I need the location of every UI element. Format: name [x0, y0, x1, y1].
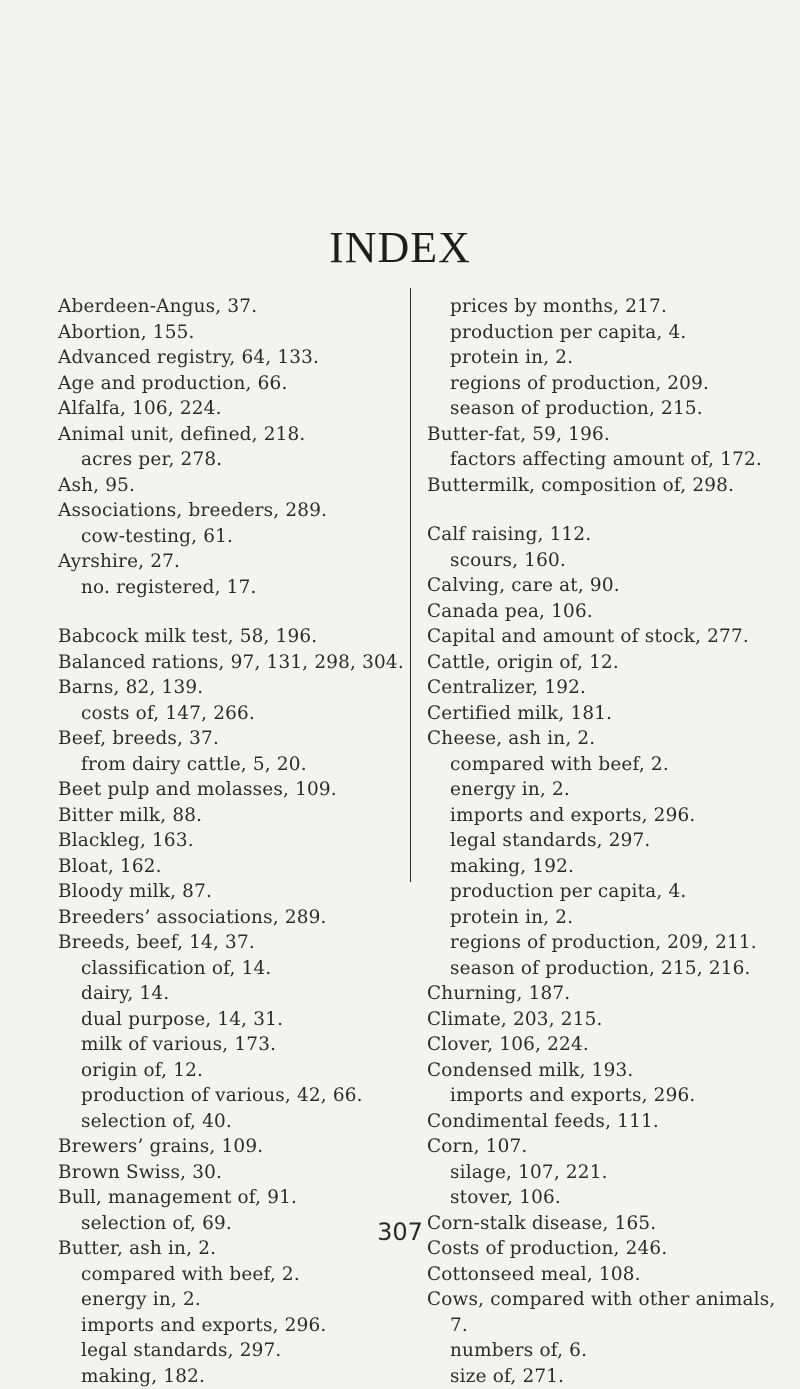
index-subentry: 7.	[427, 1313, 797, 1339]
index-subentry: acres per, 278.	[58, 447, 408, 473]
index-subentry: factors affecting amount of, 172.	[427, 447, 797, 473]
index-entry: Corn, 107.	[427, 1134, 797, 1160]
index-subentry: production of various, 42, 66.	[58, 1083, 408, 1109]
index-entry: Condimental feeds, 111.	[427, 1109, 797, 1135]
index-entry: Butter-fat, 59, 196.	[427, 422, 797, 448]
index-entry: Corn-stalk disease, 165.	[427, 1211, 797, 1237]
index-subentry: scours, 160.	[427, 548, 797, 574]
index-entry: Climate, 203, 215.	[427, 1007, 797, 1033]
index-heading: INDEX	[0, 222, 800, 273]
index-subentry: regions of production, 209.	[427, 371, 797, 397]
index-subentry: making, 192.	[427, 854, 797, 880]
index-entry: Clover, 106, 224.	[427, 1032, 797, 1058]
index-entry: Aberdeen-Angus, 37.	[58, 294, 408, 320]
index-subentry: selection of, 69.	[58, 1211, 408, 1237]
index-entry: Centralizer, 192.	[427, 675, 797, 701]
index-entry: Blackleg, 163.	[58, 828, 408, 854]
index-entry: Babcock milk test, 58, 196.	[58, 624, 408, 650]
index-entry: Balanced rations, 97, 131, 298, 304.	[58, 650, 408, 676]
index-entry: Ash, 95.	[58, 473, 408, 499]
column-divider	[410, 288, 411, 882]
index-subentry: no. registered, 17.	[58, 575, 408, 601]
index-entry: Abortion, 155.	[58, 320, 408, 346]
index-entry: Buttermilk, composition of, 298.	[427, 473, 797, 499]
index-subentry: making, 182.	[58, 1364, 408, 1389]
index-entry: Capital and amount of stock, 277.	[427, 624, 797, 650]
index-subentry: stover, 106.	[427, 1185, 797, 1211]
index-subentry: season of production, 215.	[427, 396, 797, 422]
index-subentry: legal standards, 297.	[58, 1338, 408, 1364]
index-entry: Bloat, 162.	[58, 854, 408, 880]
index-subentry: energy in, 2.	[58, 1287, 408, 1313]
index-entry: Barns, 82, 139.	[58, 675, 408, 701]
index-subentry: origin of, 12.	[58, 1058, 408, 1084]
index-entry: Beef, breeds, 37.	[58, 726, 408, 752]
index-subentry: compared with beef, 2.	[58, 1262, 408, 1288]
index-entry: Age and production, 66.	[58, 371, 408, 397]
index-subentry: production per capita, 4.	[427, 879, 797, 905]
index-entry: Butter, ash in, 2.	[58, 1236, 408, 1262]
index-subentry: selection of, 40.	[58, 1109, 408, 1135]
index-entry: Canada pea, 106.	[427, 599, 797, 625]
index-entry: Beet pulp and molasses, 109.	[58, 777, 408, 803]
index-entry: Certified milk, 181.	[427, 701, 797, 727]
index-subentry: milk of various, 173.	[58, 1032, 408, 1058]
index-entry: Cows, compared with other animals,	[427, 1287, 797, 1313]
index-entry: Brewers’ grains, 109.	[58, 1134, 408, 1160]
index-entry: Alfalfa, 106, 224.	[58, 396, 408, 422]
index-subentry: energy in, 2.	[427, 777, 797, 803]
index-entry: Breeds, beef, 14, 37.	[58, 930, 408, 956]
index-subentry: cow-testing, 61.	[58, 524, 408, 550]
index-subentry: prices by months, 217.	[427, 294, 797, 320]
index-subentry: legal standards, 297.	[427, 828, 797, 854]
index-entry: Animal unit, defined, 218.	[58, 422, 408, 448]
index-entry: Advanced registry, 64, 133.	[58, 345, 408, 371]
index-subentry: protein in, 2.	[427, 905, 797, 931]
index-entry: Condensed milk, 193.	[427, 1058, 797, 1084]
index-subentry: costs of, 147, 266.	[58, 701, 408, 727]
index-entry: Calf raising, 112.	[427, 522, 797, 548]
index-subentry: regions of production, 209, 211.	[427, 930, 797, 956]
index-entry: Costs of production, 246.	[427, 1236, 797, 1262]
index-subentry: production per capita, 4.	[427, 320, 797, 346]
index-entry: Bloody milk, 87.	[58, 879, 408, 905]
index-subentry: classification of, 14.	[58, 956, 408, 982]
index-entry: Breeders’ associations, 289.	[58, 905, 408, 931]
index-entry: Ayrshire, 27.	[58, 549, 408, 575]
index-entry: Calving, care at, 90.	[427, 573, 797, 599]
index-entry: Cattle, origin of, 12.	[427, 650, 797, 676]
index-entry: Bitter milk, 88.	[58, 803, 408, 829]
index-subentry: imports and exports, 296.	[427, 803, 797, 829]
index-subentry: numbers of, 6.	[427, 1338, 797, 1364]
index-subentry: imports and exports, 296.	[427, 1083, 797, 1109]
index-entry: Associations, breeders, 289.	[58, 498, 408, 524]
index-subentry: silage, 107, 221.	[427, 1160, 797, 1186]
index-subentry: dual purpose, 14, 31.	[58, 1007, 408, 1033]
index-subentry: from dairy cattle, 5, 20.	[58, 752, 408, 778]
index-subentry: size of, 271.	[427, 1364, 797, 1389]
index-entry: Cheese, ash in, 2.	[427, 726, 797, 752]
index-entry: Cottonseed meal, 108.	[427, 1262, 797, 1288]
index-entry: Brown Swiss, 30.	[58, 1160, 408, 1186]
index-entry: Churning, 187.	[427, 981, 797, 1007]
index-subentry: compared with beef, 2.	[427, 752, 797, 778]
index-entry: Bull, management of, 91.	[58, 1185, 408, 1211]
index-subentry: imports and exports, 296.	[58, 1313, 408, 1339]
index-subentry: protein in, 2.	[427, 345, 797, 371]
index-subentry: dairy, 14.	[58, 981, 408, 1007]
index-subentry: season of production, 215, 216.	[427, 956, 797, 982]
page-number: 307	[0, 1218, 800, 1246]
